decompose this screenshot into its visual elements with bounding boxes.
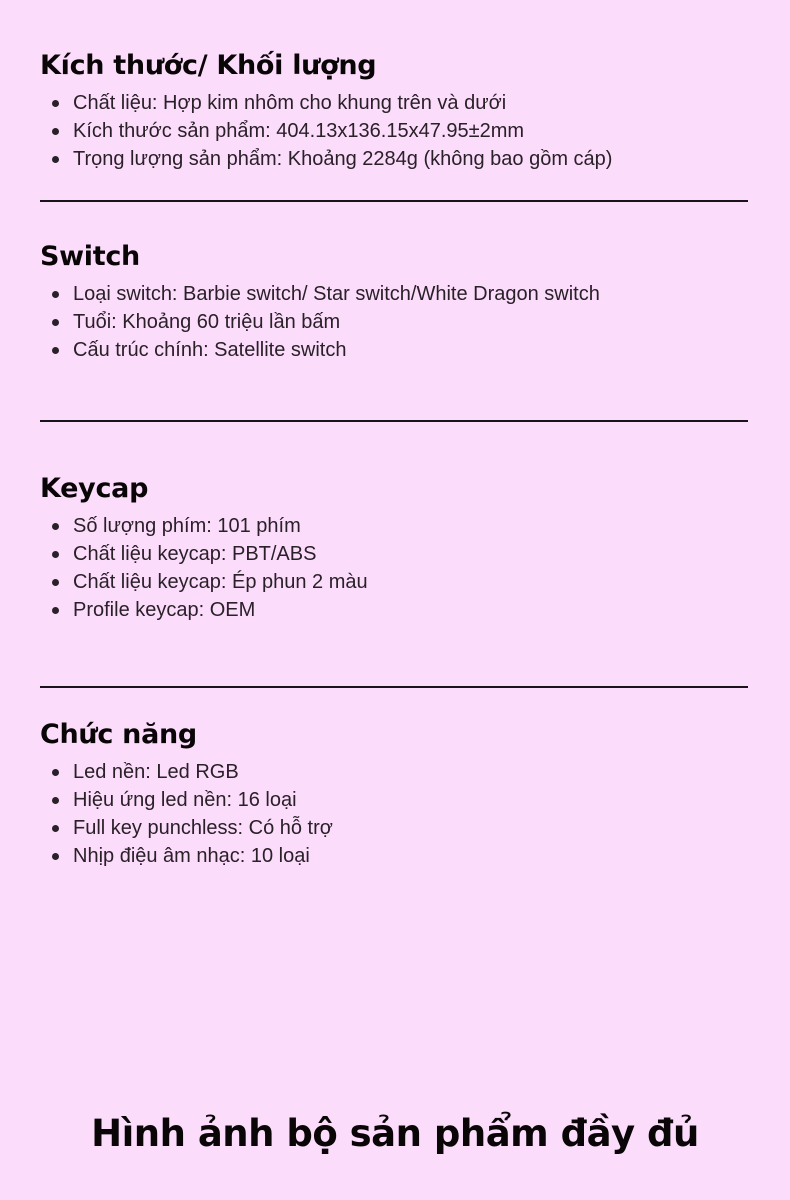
section-title: Kích thước/ Khối lượng: [40, 50, 377, 81]
divider: [40, 200, 748, 202]
section-title: Switch: [40, 241, 140, 272]
list-item: Số lượng phím: 101 phím: [40, 512, 748, 540]
list-item: Led nền: Led RGB: [40, 758, 748, 786]
list-item: Profile keycap: OEM: [40, 596, 748, 624]
divider: [40, 686, 748, 688]
spec-list: [40, 280, 748, 364]
spec-list: [40, 758, 748, 870]
list-item: Chất liệu: Hợp kim nhôm cho khung trên và dưới: [40, 89, 748, 117]
spec-list: [40, 89, 748, 173]
section-dimensions-weight: [40, 50, 748, 173]
list-item: Kích thước sản phẩm: 404.13x136.15x47.95±2mm: [40, 117, 748, 145]
list-item: Nhịp điệu âm nhạc: 10 loại: [40, 842, 748, 870]
list-item: Full key punchless: Có hỗ trợ: [40, 814, 748, 842]
spec-list: [40, 512, 748, 624]
divider: [40, 420, 748, 422]
list-item: Loại switch: Barbie switch/ Star switch/White Dragon switch: [40, 280, 748, 308]
section-features: [40, 719, 748, 870]
list-item: Hiệu ứng led nền: 16 loại: [40, 786, 748, 814]
list-item: Trọng lượng sản phẩm: Khoảng 2284g (không bao gồm cáp): [40, 145, 748, 173]
list-item: Cấu trúc chính: Satellite switch: [40, 336, 748, 364]
footer-title: Hình ảnh bộ sản phẩm đầy đủ: [91, 1112, 699, 1155]
section-switch: [40, 241, 748, 364]
section-title: Chức năng: [40, 719, 197, 750]
section-keycap: [40, 473, 748, 624]
section-title: Keycap: [40, 473, 149, 504]
list-item: Tuổi: Khoảng 60 triệu lần bấm: [40, 308, 748, 336]
list-item: Chất liệu keycap: PBT/ABS: [40, 540, 748, 568]
list-item: Chất liệu keycap: Ép phun 2 màu: [40, 568, 748, 596]
